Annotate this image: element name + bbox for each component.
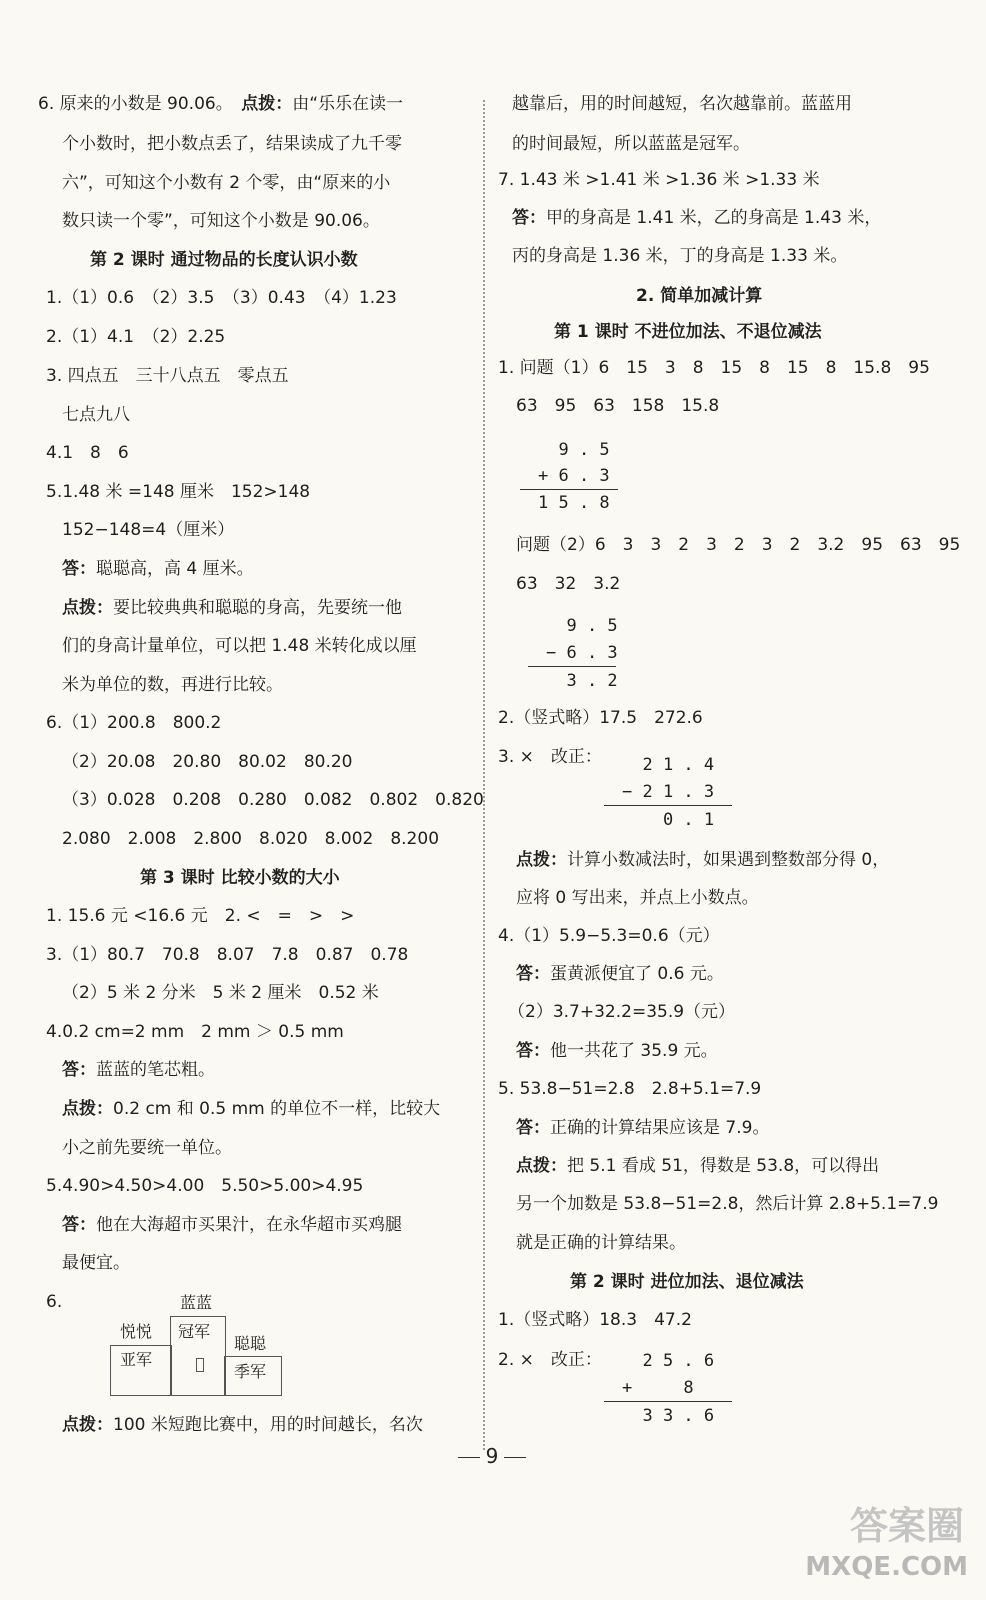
answer-line: 答：他在大海超市买果汁，在永华超市买鸡腿 [62,1215,402,1235]
tip-line: 点拨：100 米短跑比赛中，用的时间越长，名次 [62,1415,423,1435]
vertical-calc-3-top: 2 1 . 4 [622,755,715,775]
line: （3）0.028 0.208 0.280 0.082 0.802 0.820 [62,790,484,810]
line: 越靠后，用的时间越短，名次越靠前。蓝蓝用 [512,94,852,114]
line: 小之前先要统一单位。 [62,1138,232,1158]
chapter-heading: 2. 简单加减计算 [636,286,763,306]
line: 7. 1.43 米 >1.41 米 >1.36 米 >1.33 米 [498,170,820,190]
line: 1. 15.6 元 <16.6 元 2. < = > > [46,906,355,926]
line: 2. × 改正： [498,1350,602,1370]
line: 2.（竖式略）17.5 272.6 [498,708,703,728]
line: 3. 四点五 三十八点五 零点五 [46,366,289,386]
vertical-calc-3-mid: − 2 1 . 3 [622,782,715,802]
line: 63 95 63 158 15.8 [516,396,720,416]
answer-line: 答：蛋黄派便宜了 0.6 元。 [516,964,724,984]
line: 4.1 8 6 [46,443,129,463]
line: 应将 0 写出来，并点上小数点。 [516,888,759,908]
vertical-calc-1-mid: + 6 . 3 [538,466,610,486]
line: 就是正确的计算结果。 [516,1233,686,1253]
podium-mark [196,1358,204,1372]
section-heading: 第 1 课时 不进位加法、不退位减法 [554,322,822,342]
line: 5. 53.8−51=2.8 2.8+5.1=7.9 [498,1079,762,1099]
vertical-calc-4-result: 3 3 . 6 [622,1406,715,1426]
line: 152−148=4（厘米） [62,520,235,540]
vertical-calc-3-result: 0 . 1 [622,810,715,830]
line: （2）20.08 20.80 80.02 80.20 [62,752,353,772]
vertical-calc-1-result: 1 5 . 8 [538,493,610,513]
podium-label-top: 蓝蓝 [180,1293,213,1312]
line: 米为单位的数，再进行比较。 [62,675,283,695]
line: 最便宜。 [62,1253,130,1273]
podium-label-left: 悦悦 [120,1322,153,1341]
line: 6. 原来的小数是 90.06。 点拨：由“乐乐在读一 [38,94,404,114]
answer-line: 答：甲的身高是 1.41 米，乙的身高是 1.43 米， [512,208,882,228]
line: （2）3.7+32.2=35.9（元） [508,1002,736,1022]
line: 1. 问题（1）6 15 3 8 15 8 15 8 15.8 95 [498,358,930,378]
line: 六”，可知这个小数有 2 个零，由“原来的小 [62,173,391,193]
line: 5.4.90>4.50>4.00 5.50>5.00>4.95 [46,1176,364,1196]
section-heading: 第 2 课时 通过物品的长度认识小数 [90,250,358,270]
line: 问题（2）6 3 3 2 3 2 3 2 3.2 95 63 95 [516,535,961,555]
calc-rule [604,1401,732,1402]
line: 丙的身高是 1.36 米，丁的身高是 1.33 米。 [512,246,848,266]
line: 6. [46,1292,63,1312]
vertical-calc-2-mid: − 6 . 3 [546,643,618,663]
line: 的时间最短，所以蓝蓝是冠军。 [512,134,750,154]
answer-line: 答：正确的计算结果应该是 7.9。 [516,1118,770,1138]
page-number: 9 [447,1444,537,1468]
calc-rule [520,489,618,490]
vertical-calc-2-result: 3 . 2 [546,671,618,691]
podium-bronze: 季军 [234,1362,267,1381]
answer-line: 答：聪聪高，高 4 厘米。 [62,559,254,579]
calc-rule [528,666,616,667]
vertical-calc-1-top: 9 . 5 [538,440,610,460]
podium-label-right: 聪聪 [234,1334,267,1353]
answer-line: 答：他一共花了 35.9 元。 [516,1041,718,1061]
line: 3. × 改正： [498,747,602,767]
line: 另一个加数是 53.8−51=2.8，然后计算 2.8+5.1=7.9 [516,1194,939,1214]
line: （2）5 米 2 分米 5 米 2 厘米 0.52 米 [62,983,379,1003]
vertical-calc-4-mid: + 8 [622,1378,694,1398]
section-heading: 第 3 课时 比较小数的大小 [140,868,340,888]
line: 2.080 2.008 2.800 8.020 8.002 8.200 [62,829,440,849]
line: 63 32 3.2 [516,574,621,594]
line: 七点九八 [62,405,130,425]
tip-line: 点拨：要比较典典和聪聪的身高，先要统一他 [62,598,402,618]
tip-line: 点拨：计算小数减法时，如果遇到整数部分得 0， [516,850,890,870]
podium-champion: 冠军 [178,1322,211,1341]
section-heading: 第 2 课时 进位加法、退位减法 [570,1272,804,1292]
vertical-calc-2-top: 9 . 5 [546,616,618,636]
line: 1.（1）0.6 （2）3.5 （3）0.43 （4）1.23 [46,288,397,308]
line: 们的身高计量单位，可以把 1.48 米转化成以厘 [62,636,417,656]
line: 6.（1）200.8 800.2 [46,713,222,733]
line: 4.0.2 cm=2 mm 2 mm ＞ 0.5 mm [46,1022,344,1042]
watermark-site: MXQE.COM [805,1552,968,1582]
tip-line: 点拨：0.2 cm 和 0.5 mm 的单位不一样，比较大 [62,1099,441,1119]
line: 个小数时，把小数点丢了，结果读成了九千零 [62,134,402,154]
line: 数只读一个零”，可知这个小数是 90.06。 [62,211,380,231]
calc-rule [604,805,732,806]
column-divider [483,100,485,1450]
watermark-logo: 答案圈 [849,1504,964,1548]
line: 1.（竖式略）18.3 47.2 [498,1310,692,1330]
line: 5.1.48 米 =148 厘米 152>148 [46,482,311,502]
line: 4.（1）5.9−5.3=0.6（元） [498,926,720,946]
line: 2.（1）4.1 （2）2.25 [46,327,226,347]
podium-silver: 亚军 [120,1350,153,1369]
line: 3.（1）80.7 70.8 8.07 7.8 0.87 0.78 [46,945,409,965]
answer-line: 答：蓝蓝的笔芯粗。 [62,1060,215,1080]
tip-line: 点拨：把 5.1 看成 51，得数是 53.8，可以得出 [516,1156,880,1176]
vertical-calc-4-top: 2 5 . 6 [622,1351,715,1371]
